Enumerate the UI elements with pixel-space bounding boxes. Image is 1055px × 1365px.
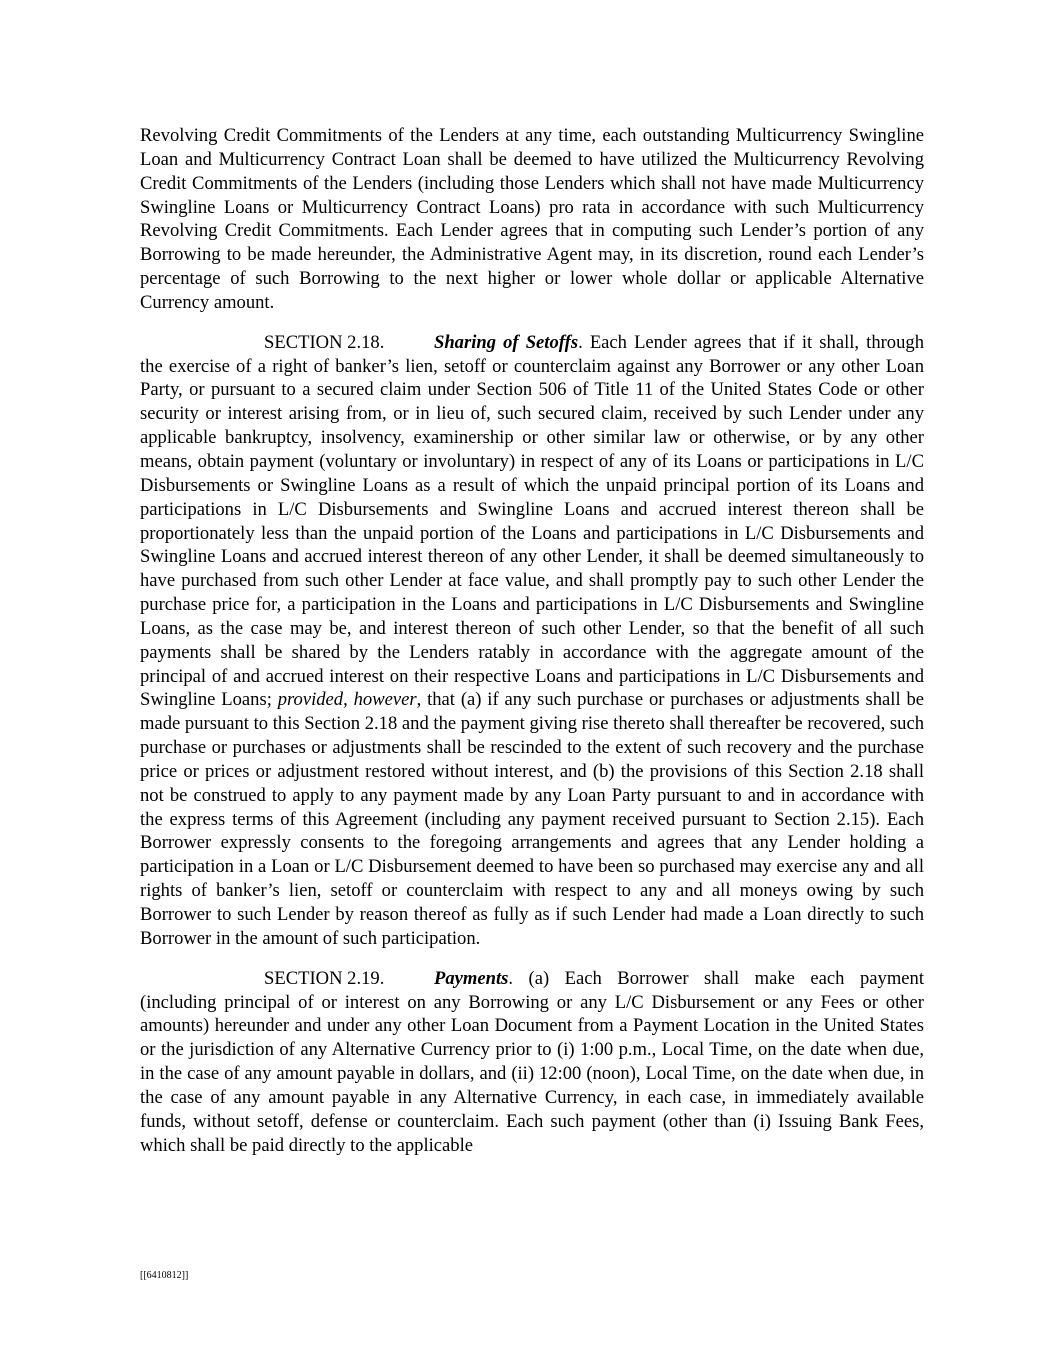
- section-2-18: [140, 331, 924, 951]
- section-2-18-number: SECTION 2.18.: [264, 331, 385, 353]
- provided-term: provided: [277, 689, 344, 711]
- however-term: however: [353, 689, 417, 711]
- section-2-19-title: Payments: [434, 967, 509, 989]
- section-2-19-text: . (a) Each Borrower shall make each payment (including principal of or interest on any Borrowing or any L/C Disbursement or any Fees or other amounts) hereunder and under any other Loan Document from a Payment Location in the United States or the jurisdiction of any Alternative Currency prior to (i) 1:00 p.m., Local Time, on the date when due, in the case of any amount payable in dollars, and (ii) 12:00 (noon), Local Time, on the date when due, in the case of any amount payable in any Alternative Currency, in each case, in immediately available funds, without setoff, defense or counterclaim. Each such payment (other than (i) Issuing Bank Fees, which shall be paid directly to the applicable: [140, 967, 924, 1156]
- section-2-18-text-b: , that (a) if any such purchase or purchases or adjustments shall be made pursuant to this Section 2.18 and the payment giving rise thereto shall thereafter be recovered, such purchase or purchases or adjustments shall be rescinded to the extent of such recovery and the purchase price or prices or adjustment restored without interest, and (b) the provisions of this Section 2.18 shall not be construed to apply to any payment made by any Loan Party pursuant to and in accordance with the express terms of this Agreement (including any payment received pursuant to Section 2.15). Each Borrower expressly consents to the foregoing arrangements and agrees that any Lender holding a participation in a Loan or L/C Disbursement deemed to have been so purchased may exercise any and all rights of banker’s lien, setoff or counterclaim with respect to any and all moneys owing by such Borrower to such Lender by reason thereof as fully as if such Lender had made a Loan directly to such Borrower in the amount of such participation.: [140, 689, 924, 949]
- paragraph-continuation: Revolving Credit Commitments of the Lenders at any time, each outstanding Multicurrency Swingline Loan and Multicurrency Contract Loan shall be deemed to have utilized the Multicurrency Revolving Credit Commitments of the Lenders (including those Lenders which shall not have made Multicurrency Swingline Loans or Multicurrency Contract Loans) pro rata in accordance with such Multicurrency Revolving Credit Commitments. Each Lender agrees that in computing such Lender’s portion of any Borrowing to be made hereunder, the Administrative Agent may, in its discretion, round each Lender’s percentage of such Borrowing to the next higher or lower whole dollar or applicable Alternative Currency amount.: [140, 125, 924, 313]
- section-2-19: [140, 967, 924, 1158]
- section-2-18-text-a: . Each Lender agrees that if it shall, through the exercise of a right of banker’s lien, setoff or counterclaim against any Borrower or any other Loan Party, or pursuant to a secured claim under Section 506 of Title 11 of the United States Code or other security or interest arising from, or in lieu of, such secured claim, received by such Lender under any applicable bankruptcy, insolvency, examinership or other similar law or otherwise, or by any other means, obtain payment (voluntary or involuntary) in respect of any of its Loans or participations in L/C Disbursements or Swingline Loans as a result of which the unpaid principal portion of its Loans and participations in L/C Disbursements and Swingline Loans and accrued interest thereon shall be proportionately less than the unpaid portion of the Loans and participations in L/C Disbursements and Swingline Loans and accrued interest thereon of any other Lender, it shall be deemed simultaneously to have purchased from such other Lender at face value, and shall promptly pay to such other Lender the purchase price for, a participation in the Loans and participations in L/C Disbursements and Swingline Loans, as the case may be, and interest thereon of such other Lender, so that the benefit of all such payments shall be shared by the Lenders ratably in accordance with the aggregate amount of the principal of and accrued interest on their respective Loans and participations in L/C Disbursements and Swingline Loans;: [140, 331, 924, 711]
- document-id-footer: [[6410812]]: [140, 1270, 189, 1281]
- section-2-18-title: Sharing of Setoffs: [434, 331, 579, 353]
- document-body: [140, 124, 924, 1173]
- comma-separator: ,: [343, 689, 354, 711]
- section-2-19-number: SECTION 2.19.: [264, 967, 385, 989]
